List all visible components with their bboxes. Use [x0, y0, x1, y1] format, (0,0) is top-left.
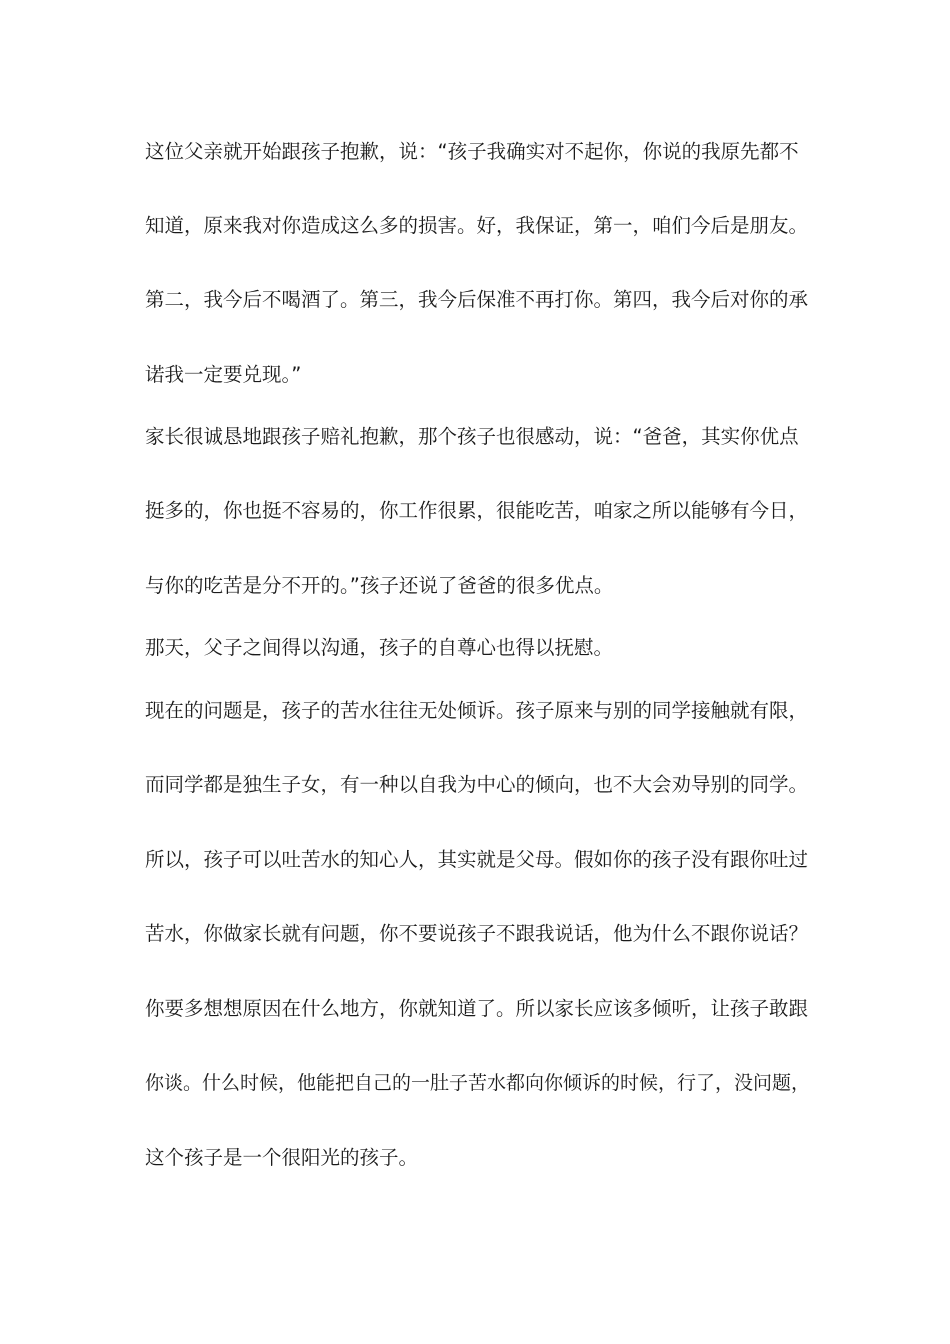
text-line-6: 挺多的，你也挺不容易的，你工作很累，很能吃苦，咱家之所以能够有今日， [145, 499, 809, 522]
text-line-8: 那天，父子之间得以沟通，孩子的自尊心也得以抚慰。 [145, 636, 614, 659]
text-line-3: 第二，我今后不喝酒了。第三，我今后保准不再打你。第四，我今后对你的承 [145, 288, 809, 311]
text-line-9: 现在的问题是，孩子的苦水往往无处倾诉。孩子原来与别的同学接触就有限， [145, 699, 809, 722]
text-line-7: 与你的吃苦是分不开的。”孩子还说了爸爸的很多优点。 [145, 574, 614, 597]
text-line-15: 这个孩子是一个很阳光的孩子。 [145, 1146, 419, 1169]
text-line-10: 而同学都是独生子女，有一种以自我为中心的倾向，也不大会劝导别的同学。 [145, 773, 809, 796]
text-line-11: 所以，孩子可以吐苦水的知心人，其实就是父母。假如你的孩子没有跟你吐过 [145, 848, 809, 871]
text-line-1: 这位父亲就开始跟孩子抱歉，说：“孩子我确实对不起你，你说的我原先都不 [145, 140, 799, 163]
text-line-13: 你要多想想原因在什么地方，你就知道了。所以家长应该多倾听，让孩子敢跟 [145, 997, 809, 1020]
text-line-14: 你谈。什么时候，他能把自己的一肚子苦水都向你倾诉的时候，行了，没问题， [145, 1072, 811, 1094]
text-line-2: 知道，原来我对你造成这么多的损害。好，我保证，第一，咱们今后是朋友。 [145, 214, 809, 237]
text-line-4: 诺我一定要兑现。” [145, 363, 302, 386]
text-line-12: 苦水，你做家长就有问题，你不要说孩子不跟我说话，他为什么不跟你说话？ [145, 922, 809, 945]
text-line-5: 家长很诚恳地跟孩子赔礼抱歉，那个孩子也很感动，说：“爸爸，其实你优点 [145, 425, 799, 448]
